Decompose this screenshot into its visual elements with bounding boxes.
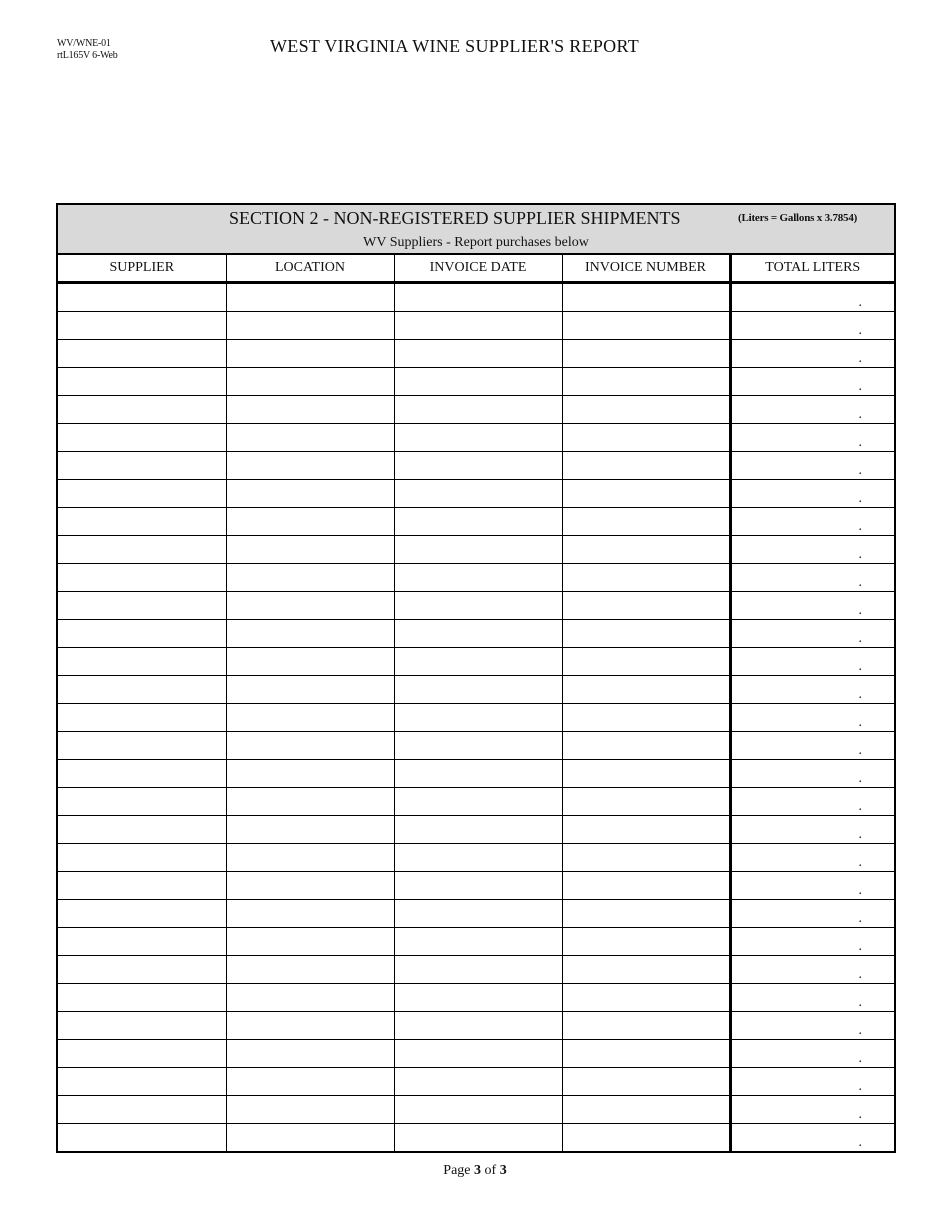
location-cell[interactable]: [226, 844, 394, 872]
decimal-marker: .: [858, 743, 862, 758]
location-cell[interactable]: [226, 956, 394, 984]
location-cell[interactable]: [226, 816, 394, 844]
invoice-date-cell[interactable]: [394, 592, 562, 620]
total-liters-cell[interactable]: [730, 424, 894, 452]
location-cell[interactable]: [226, 340, 394, 368]
invoice-date-cell[interactable]: [394, 1124, 562, 1152]
supplier-cell[interactable]: [58, 956, 226, 984]
total-liters-cell[interactable]: [730, 788, 894, 816]
total-liters-cell[interactable]: [730, 928, 894, 956]
location-cell[interactable]: [226, 732, 394, 760]
supplier-cell[interactable]: [58, 900, 226, 928]
supplier-cell[interactable]: [58, 1040, 226, 1068]
decimal-marker: .: [858, 967, 862, 982]
table-row: [58, 424, 894, 452]
invoice-number-cell[interactable]: [562, 984, 730, 1012]
total-liters-cell[interactable]: [730, 592, 894, 620]
invoice-number-cell[interactable]: [562, 536, 730, 564]
section-2-form: [56, 203, 896, 1153]
column-header-total-liters: TOTAL LITERS: [730, 255, 894, 283]
supplier-cell[interactable]: [58, 368, 226, 396]
total-liters-cell[interactable]: [730, 732, 894, 760]
invoice-number-cell[interactable]: [562, 1124, 730, 1152]
invoice-date-cell[interactable]: [394, 340, 562, 368]
location-cell[interactable]: [226, 508, 394, 536]
decimal-marker: .: [858, 295, 862, 310]
table-row: [58, 564, 894, 592]
column-header-location: LOCATION: [226, 255, 394, 283]
supplier-cell[interactable]: [58, 312, 226, 340]
location-cell[interactable]: [226, 1068, 394, 1096]
invoice-number-cell[interactable]: [562, 704, 730, 732]
table-header-row: [58, 255, 894, 283]
supplier-cell[interactable]: [58, 396, 226, 424]
invoice-date-cell[interactable]: [394, 704, 562, 732]
location-cell[interactable]: [226, 536, 394, 564]
invoice-date-cell[interactable]: [394, 312, 562, 340]
invoice-date-cell[interactable]: [394, 760, 562, 788]
table-row: [58, 984, 894, 1012]
form-code-line2: rtL165V 6-Web: [57, 50, 118, 61]
form-code-line1: WV/WNE-01: [57, 38, 111, 49]
decimal-marker: .: [858, 715, 862, 730]
supplier-cell[interactable]: [58, 872, 226, 900]
location-cell[interactable]: [226, 676, 394, 704]
decimal-marker: .: [858, 939, 862, 954]
decimal-marker: .: [858, 799, 862, 814]
total-liters-cell[interactable]: [730, 283, 894, 312]
invoice-number-cell[interactable]: [562, 928, 730, 956]
supplier-cell[interactable]: [58, 508, 226, 536]
table-row: [58, 592, 894, 620]
supplier-cell[interactable]: [58, 844, 226, 872]
total-liters-cell[interactable]: [730, 844, 894, 872]
section-title: SECTION 2 - NON-REGISTERED SUPPLIER SHIPMENTS: [229, 208, 681, 228]
total-liters-cell[interactable]: [730, 508, 894, 536]
invoice-date-cell[interactable]: [394, 1068, 562, 1096]
table-row: [58, 900, 894, 928]
section-subtitle: WV Suppliers - Report purchases below: [363, 235, 589, 250]
invoice-number-cell[interactable]: [562, 872, 730, 900]
decimal-marker: .: [858, 1135, 862, 1150]
location-cell[interactable]: [226, 564, 394, 592]
document-title: WEST VIRGINIA WINE SUPPLIER'S REPORT: [270, 36, 639, 56]
location-cell[interactable]: [226, 928, 394, 956]
table-row: [58, 732, 894, 760]
table-row: [58, 788, 894, 816]
shipments-table: [58, 255, 894, 1151]
decimal-marker: .: [858, 659, 862, 674]
table-row: [58, 1068, 894, 1096]
total-liters-cell[interactable]: [730, 900, 894, 928]
total-liters-cell[interactable]: [730, 480, 894, 508]
supplier-cell[interactable]: [58, 984, 226, 1012]
invoice-number-cell[interactable]: [562, 564, 730, 592]
table-row: [58, 620, 894, 648]
table-row: [58, 536, 894, 564]
location-cell[interactable]: [226, 648, 394, 676]
table-row: [58, 760, 894, 788]
table-row: [58, 1096, 894, 1124]
supplier-cell[interactable]: [58, 676, 226, 704]
decimal-marker: .: [858, 407, 862, 422]
table-row: [58, 816, 894, 844]
invoice-number-cell[interactable]: [562, 1040, 730, 1068]
invoice-number-cell[interactable]: [562, 844, 730, 872]
invoice-date-cell[interactable]: [394, 956, 562, 984]
decimal-marker: .: [858, 603, 862, 618]
invoice-date-cell[interactable]: [394, 844, 562, 872]
total-liters-cell[interactable]: [730, 704, 894, 732]
invoice-date-cell[interactable]: [394, 816, 562, 844]
location-cell[interactable]: [226, 452, 394, 480]
total-liters-cell[interactable]: [730, 312, 894, 340]
invoice-date-cell[interactable]: [394, 872, 562, 900]
page-prefix: Page: [443, 1163, 475, 1178]
invoice-number-cell[interactable]: [562, 760, 730, 788]
supplier-cell[interactable]: [58, 816, 226, 844]
invoice-number-cell[interactable]: [562, 368, 730, 396]
invoice-date-cell[interactable]: [394, 984, 562, 1012]
decimal-marker: .: [858, 547, 862, 562]
table-row: [58, 340, 894, 368]
table-row: [58, 844, 894, 872]
decimal-marker: .: [858, 575, 862, 590]
supplier-cell[interactable]: [58, 620, 226, 648]
total-liters-cell[interactable]: [730, 1040, 894, 1068]
table-row: [58, 368, 894, 396]
invoice-number-cell[interactable]: [562, 452, 730, 480]
table-row: [58, 676, 894, 704]
supplier-cell[interactable]: [58, 1096, 226, 1124]
invoice-date-cell[interactable]: [394, 648, 562, 676]
supplier-cell[interactable]: [58, 340, 226, 368]
supplier-cell[interactable]: [58, 928, 226, 956]
invoice-date-cell[interactable]: [394, 900, 562, 928]
location-cell[interactable]: [226, 1096, 394, 1124]
invoice-number-cell[interactable]: [562, 816, 730, 844]
supplier-cell[interactable]: [58, 788, 226, 816]
location-cell[interactable]: [226, 368, 394, 396]
location-cell[interactable]: [226, 283, 394, 312]
invoice-number-cell[interactable]: [562, 508, 730, 536]
location-cell[interactable]: [226, 872, 394, 900]
location-cell[interactable]: [226, 984, 394, 1012]
invoice-date-cell[interactable]: [394, 676, 562, 704]
location-cell[interactable]: [226, 1124, 394, 1152]
decimal-marker: .: [858, 491, 862, 506]
decimal-marker: .: [858, 463, 862, 478]
total-liters-cell[interactable]: [730, 1096, 894, 1124]
supplier-cell[interactable]: [58, 536, 226, 564]
invoice-date-cell[interactable]: [394, 620, 562, 648]
table-row: [58, 480, 894, 508]
total-liters-cell[interactable]: [730, 984, 894, 1012]
table-row: [58, 396, 894, 424]
total-liters-cell[interactable]: [730, 648, 894, 676]
section-header: [58, 205, 894, 255]
location-cell[interactable]: [226, 704, 394, 732]
invoice-date-cell[interactable]: [394, 480, 562, 508]
location-cell[interactable]: [226, 480, 394, 508]
invoice-number-cell[interactable]: [562, 340, 730, 368]
invoice-number-cell[interactable]: [562, 648, 730, 676]
invoice-number-cell[interactable]: [562, 620, 730, 648]
invoice-number-cell[interactable]: [562, 956, 730, 984]
decimal-marker: .: [858, 1051, 862, 1066]
table-row: [58, 1124, 894, 1152]
decimal-marker: .: [858, 1107, 862, 1122]
invoice-number-cell[interactable]: [562, 312, 730, 340]
total-liters-cell[interactable]: [730, 564, 894, 592]
location-cell[interactable]: [226, 312, 394, 340]
decimal-marker: .: [858, 323, 862, 338]
table-row: [58, 648, 894, 676]
supplier-cell[interactable]: [58, 760, 226, 788]
decimal-marker: .: [858, 519, 862, 534]
total-liters-cell[interactable]: [730, 1012, 894, 1040]
supplier-cell[interactable]: [58, 648, 226, 676]
total-liters-cell[interactable]: [730, 816, 894, 844]
decimal-marker: .: [858, 911, 862, 926]
total-liters-cell[interactable]: [730, 536, 894, 564]
invoice-date-cell[interactable]: [394, 424, 562, 452]
invoice-number-cell[interactable]: [562, 1012, 730, 1040]
total-liters-cell[interactable]: [730, 396, 894, 424]
invoice-date-cell[interactable]: [394, 788, 562, 816]
page-of: of: [481, 1163, 500, 1178]
total-liters-cell[interactable]: [730, 620, 894, 648]
supplier-cell[interactable]: [58, 732, 226, 760]
total-liters-cell[interactable]: [730, 1068, 894, 1096]
invoice-number-cell[interactable]: [562, 900, 730, 928]
conversion-note: (Liters = Gallons x 3.7854): [738, 212, 858, 224]
location-cell[interactable]: [226, 1012, 394, 1040]
table-row: [58, 928, 894, 956]
invoice-number-cell[interactable]: [562, 788, 730, 816]
table-row: [58, 312, 894, 340]
decimal-marker: .: [858, 1079, 862, 1094]
decimal-marker: .: [858, 631, 862, 646]
invoice-date-cell[interactable]: [394, 928, 562, 956]
invoice-date-cell[interactable]: [394, 536, 562, 564]
total-liters-cell[interactable]: [730, 872, 894, 900]
invoice-number-cell[interactable]: [562, 1068, 730, 1096]
decimal-marker: .: [858, 379, 862, 394]
location-cell[interactable]: [226, 760, 394, 788]
total-liters-cell[interactable]: [730, 340, 894, 368]
location-cell[interactable]: [226, 424, 394, 452]
decimal-marker: .: [858, 995, 862, 1010]
invoice-date-cell[interactable]: [394, 508, 562, 536]
table-row: [58, 1040, 894, 1068]
invoice-date-cell[interactable]: [394, 283, 562, 312]
invoice-number-cell[interactable]: [562, 396, 730, 424]
supplier-cell[interactable]: [58, 1012, 226, 1040]
supplier-cell[interactable]: [58, 592, 226, 620]
table-row: [58, 283, 894, 312]
location-cell[interactable]: [226, 396, 394, 424]
location-cell[interactable]: [226, 1040, 394, 1068]
supplier-cell[interactable]: [58, 424, 226, 452]
invoice-number-cell[interactable]: [562, 592, 730, 620]
total-liters-cell[interactable]: [730, 452, 894, 480]
invoice-date-cell[interactable]: [394, 368, 562, 396]
invoice-date-cell[interactable]: [394, 1012, 562, 1040]
supplier-cell[interactable]: [58, 564, 226, 592]
table-row: [58, 704, 894, 732]
supplier-cell[interactable]: [58, 1124, 226, 1152]
invoice-date-cell[interactable]: [394, 732, 562, 760]
column-header-supplier: SUPPLIER: [58, 255, 226, 283]
invoice-number-cell[interactable]: [562, 424, 730, 452]
total-liters-cell[interactable]: [730, 1124, 894, 1152]
total-liters-cell[interactable]: [730, 760, 894, 788]
supplier-cell[interactable]: [58, 704, 226, 732]
decimal-marker: .: [858, 827, 862, 842]
invoice-number-cell[interactable]: [562, 283, 730, 312]
total-liters-cell[interactable]: [730, 368, 894, 396]
page-number: [0, 1163, 950, 1179]
page-total: 3: [499, 1163, 507, 1178]
table-row: [58, 452, 894, 480]
location-cell[interactable]: [226, 620, 394, 648]
invoice-date-cell[interactable]: [394, 396, 562, 424]
invoice-date-cell[interactable]: [394, 564, 562, 592]
invoice-number-cell[interactable]: [562, 732, 730, 760]
decimal-marker: .: [858, 435, 862, 450]
supplier-cell[interactable]: [58, 480, 226, 508]
invoice-date-cell[interactable]: [394, 452, 562, 480]
decimal-marker: .: [858, 771, 862, 786]
page-current: 3: [474, 1163, 482, 1178]
total-liters-cell[interactable]: [730, 676, 894, 704]
supplier-cell[interactable]: [58, 452, 226, 480]
decimal-marker: .: [858, 351, 862, 366]
invoice-number-cell[interactable]: [562, 1096, 730, 1124]
total-liters-cell[interactable]: [730, 956, 894, 984]
table-row: [58, 1012, 894, 1040]
column-header-invoice-date: INVOICE DATE: [394, 255, 562, 283]
table-row: [58, 956, 894, 984]
decimal-marker: .: [858, 883, 862, 898]
supplier-cell[interactable]: [58, 1068, 226, 1096]
invoice-date-cell[interactable]: [394, 1040, 562, 1068]
location-cell[interactable]: [226, 592, 394, 620]
decimal-marker: .: [858, 687, 862, 702]
form-code: [57, 38, 118, 62]
invoice-number-cell[interactable]: [562, 676, 730, 704]
invoice-date-cell[interactable]: [394, 1096, 562, 1124]
location-cell[interactable]: [226, 900, 394, 928]
table-row: [58, 872, 894, 900]
table-row: [58, 508, 894, 536]
decimal-marker: .: [858, 1023, 862, 1038]
supplier-cell[interactable]: [58, 283, 226, 312]
decimal-marker: .: [858, 855, 862, 870]
location-cell[interactable]: [226, 788, 394, 816]
invoice-number-cell[interactable]: [562, 480, 730, 508]
column-header-invoice-number: INVOICE NUMBER: [562, 255, 730, 283]
